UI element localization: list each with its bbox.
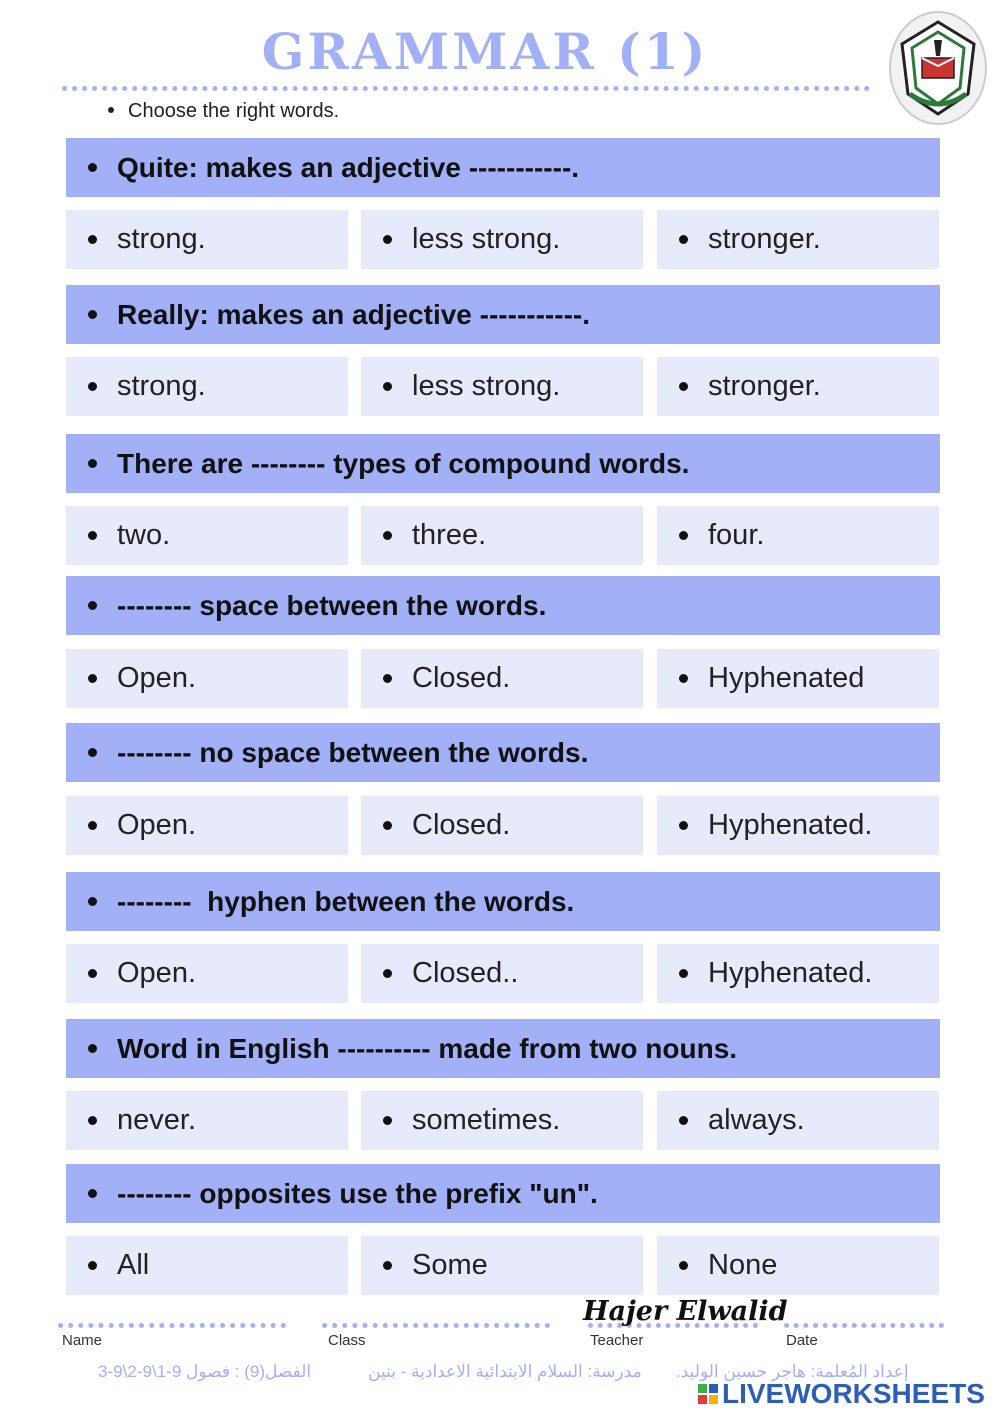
option-button[interactable] [361,1091,643,1150]
option-text: Open. [117,809,196,841]
school-emblem-icon [888,10,988,126]
bullet-icon [88,1189,97,1198]
brand-name: LIVEWORKSHEETS [722,1378,985,1409]
bullet-icon [679,531,688,540]
bullet-icon [383,674,392,683]
option-text: All [117,1249,150,1281]
class-line [322,1323,550,1328]
option-button[interactable] [66,210,348,269]
option-button[interactable] [657,796,939,855]
option-button[interactable] [657,649,939,708]
bullet-icon [88,1261,97,1270]
question-text: -------- opposites use the prefix "un". [117,1177,598,1209]
title-divider [62,86,870,91]
date-label: Date [786,1332,818,1349]
option-text: strong. [117,370,206,402]
bullet-icon [88,1044,97,1053]
option-button[interactable] [66,796,348,855]
bullet-icon [679,821,688,830]
bullet-icon [108,107,114,113]
question-row [66,723,940,782]
option-text: never. [117,1104,196,1136]
bullet-icon [88,310,97,319]
option-button[interactable] [361,796,643,855]
instruction-text: Choose the right words. [128,100,340,122]
question-row [66,138,940,197]
bullet-icon [88,748,97,757]
bullet-icon [88,382,97,391]
question-row [66,1019,940,1078]
option-button[interactable] [657,357,939,416]
option-button[interactable] [361,210,643,269]
option-button[interactable] [657,1091,939,1150]
bullet-icon [679,674,688,683]
bullet-icon [383,235,392,244]
question-text: -------- no space between the words. [117,736,589,768]
option-text: strong. [117,223,206,255]
option-button[interactable] [66,506,348,565]
question-text: Really: makes an adjective -----------. [117,298,590,330]
option-text: Hyphenated [708,662,865,694]
name-label: Name [62,1332,103,1349]
bullet-icon [383,969,392,978]
option-text: Closed.. [412,957,519,989]
bullet-icon [383,1116,392,1125]
option-text: sometimes. [412,1104,561,1136]
option-button[interactable] [361,357,643,416]
arabic-teacher: إعداد المُعلمة: هاجر حسين الوليد. [676,1362,909,1381]
option-text: None [708,1249,778,1281]
question-row [66,1164,940,1223]
bullet-icon [88,897,97,906]
option-text: less strong. [412,223,561,255]
option-button[interactable] [66,357,348,416]
option-text: Some [412,1249,488,1281]
question-row [66,872,940,931]
option-button[interactable] [66,1091,348,1150]
option-button[interactable] [657,506,939,565]
teacher-signature: Hajer Elwalid [583,1296,788,1327]
class-label: Class [328,1332,366,1349]
option-text: Closed. [412,809,511,841]
bullet-icon [679,1116,688,1125]
bullet-icon [88,163,97,172]
bullet-icon [88,459,97,468]
option-text: four. [708,519,765,551]
option-button[interactable] [66,649,348,708]
option-text: three. [412,519,487,551]
question-row [66,576,940,635]
option-text: stronger. [708,223,821,255]
teacher-label: Teacher [590,1332,644,1349]
option-text: stronger. [708,370,821,402]
bullet-icon [679,969,688,978]
option-text: Hyphenated. [708,809,873,841]
question-row [66,285,940,344]
bullet-icon [383,1261,392,1270]
bullet-icon [88,821,97,830]
bullet-icon [679,1261,688,1270]
liveworksheets-logo-icon [698,1384,718,1404]
bullet-icon [679,235,688,244]
arabic-school: مدرسة: السلام الابتدائية الاعدادية - بنين [368,1362,642,1381]
option-text: Open. [117,957,196,989]
option-button[interactable] [361,506,643,565]
question-row [66,434,940,493]
name-line [58,1323,286,1328]
option-text: Hyphenated. [708,957,873,989]
bullet-icon [88,1116,97,1125]
option-button[interactable] [657,944,939,1003]
page-title: GRAMMAR (1) [261,22,709,81]
option-text: Closed. [412,662,511,694]
option-text: less strong. [412,370,561,402]
liveworksheets-logo[interactable] [698,1378,985,1410]
bullet-icon [383,821,392,830]
bullet-icon [383,531,392,540]
question-text: Word in English ---------- made from two nouns. [117,1032,738,1064]
bullet-icon [383,382,392,391]
option-text: always. [708,1104,805,1136]
question-text: There are -------- types of compound words. [117,447,690,479]
arabic-grade: الفصل(9) : فصول 9-1\9-2\9-3 [98,1362,312,1381]
bullet-icon [679,382,688,391]
question-text: -------- space between the words. [117,589,547,621]
bullet-icon [88,674,97,683]
option-text: Open. [117,662,196,694]
option-button[interactable] [657,210,939,269]
bullet-icon [88,531,97,540]
option-button[interactable] [361,649,643,708]
option-text: two. [117,519,171,551]
option-button[interactable] [66,1236,348,1295]
option-button[interactable] [657,1236,939,1295]
option-button[interactable] [361,944,643,1003]
option-button[interactable] [361,1236,643,1295]
option-button[interactable] [66,944,348,1003]
question-text: -------- hyphen between the words. [117,885,575,917]
instruction [108,100,339,123]
bullet-icon [88,969,97,978]
bullet-icon [88,601,97,610]
question-text: Quite: makes an adjective -----------. [117,151,580,183]
date-line [784,1323,944,1328]
bullet-icon [88,235,97,244]
